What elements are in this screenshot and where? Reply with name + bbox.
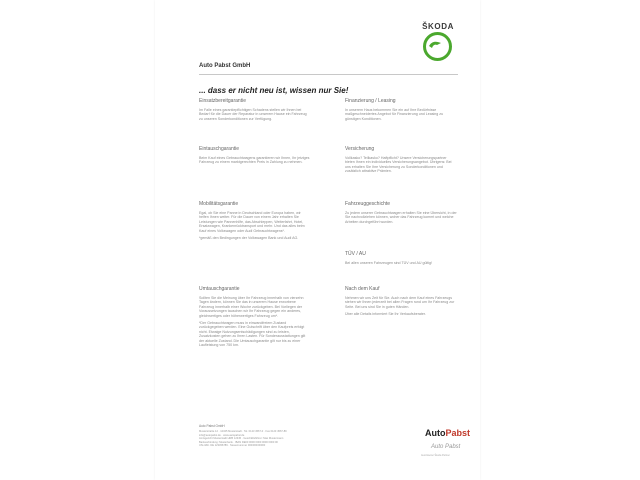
section-title: Finanzierung / Leasing bbox=[345, 98, 396, 104]
section-title: Mobilitätsgarantie bbox=[199, 201, 239, 207]
logo-auto: Auto bbox=[425, 428, 446, 438]
section-text: Im Falle eines garantiepflichtigen Schadens stellen wir Ihnen bei Bedarf für die Dauer der Reparatur in unserem Hause ein Fahrzeug zu unseren Sonderkonditionen zur Verfügung. bbox=[199, 108, 307, 121]
footer-title: Auto Pabst GmbH bbox=[199, 424, 225, 428]
section-text: Über alle Details informiert Sie Ihr Verkaufsberater. bbox=[345, 312, 426, 317]
section-umtauschgarantie bbox=[199, 286, 311, 350]
section-title: TÜV / AU bbox=[345, 251, 366, 257]
footer-line: info@autopabst.de · www.autopabst.de bbox=[199, 433, 245, 437]
section-footnote: *gemäß den Bedingungen der Volkswagen Bank und Audi AG. bbox=[199, 236, 299, 241]
section-text: Bei allen unseren Fahrzeugen sind TÜV und AU gültig! bbox=[345, 261, 433, 265]
section-versicherung bbox=[345, 146, 457, 177]
footer-contact bbox=[199, 424, 379, 448]
section-title: Einsatzbereitgarantie bbox=[199, 98, 246, 104]
footer-caption: Autorisierter Škoda Partner bbox=[421, 454, 450, 457]
section-title: Nach dem Kauf bbox=[345, 286, 380, 292]
autopabst-logo bbox=[425, 428, 470, 438]
company-name: Auto Pabst GmbH bbox=[199, 63, 251, 69]
section-mobilitaetsgarantie bbox=[199, 201, 311, 243]
footer-line: Musterstraße 12 · 12345 Musterstadt · Tel. 0123 4567-0 · Fax 0123 4567-89 bbox=[199, 430, 287, 433]
footer-line: Bankverbindung: Musterbank · IBAN DE00 0000 0000 0000 0000 00 bbox=[199, 440, 278, 444]
section-finanzierung bbox=[345, 98, 457, 124]
header-divider bbox=[199, 74, 458, 75]
section-text: Vollkasko? Teilkasko? Haftpflicht? Unsere Versicherungspartner bieten Ihnen ein individuelles Versicherungsangebot. Übrigens: Bei uns erhalten Sie Ihre Versicherung zu Sonderkonditionen und zusätzlich attraktive Prämien. bbox=[345, 156, 452, 174]
section-title: Versicherung bbox=[345, 146, 375, 152]
skoda-logo-icon bbox=[423, 32, 452, 61]
section-text: In unserem Haus bekommen Sie ein auf Ihre Bedürfnisse maßgeschneidertes Angebot für Finanzierung und Leasing zu günstigen Konditionen. bbox=[345, 108, 444, 121]
footer-line: Amtsgericht Musterstadt HRB 12345 · Geschäftsführer: Max Mustermann bbox=[199, 437, 284, 441]
section-title: Eintauschgarantie bbox=[199, 146, 240, 152]
section-fahrzeuggeschichte bbox=[345, 201, 457, 227]
logo-pabst: Pabst bbox=[445, 428, 471, 438]
section-text: Zu jedem unserer Gebrauchtwagen erhalten Sie eine Übersicht, in der Sie nachvollziehen können, woher das Fahrzeug kommt und welche Arbeiten durchgeführt wurden. bbox=[345, 211, 457, 224]
section-text: Nehmen wir uns Zeit für Sie. Auch nach dem Kauf eines Fahrzeugs stehen wir Ihnen jederzeit bei allen Fragen rund um Ihr Fahrzeug zur Seite. Bei uns sind Sie in guten Händen. bbox=[345, 296, 455, 309]
section-text: Sollten Sie die Meinung über Ihr Fahrzeug innerhalb von vierzehn Tagen ändern, können Sie das in unserem Hause erworbene Fahrzeug innerhalb einer Woche zurückgeben. Bei Vorliegen der Voraussetzungen tauschen wir Ihr Fahrzeug gegen ein anderes, gleichwertiges oder höherwertiges Fahrzeug um*. bbox=[199, 296, 304, 318]
section-nach-dem-kauf bbox=[345, 286, 457, 320]
section-eintauschgarantie bbox=[199, 146, 311, 168]
skoda-brand-text: ŠKODA bbox=[422, 22, 454, 31]
footer-line: USt-IdNr. DE 123456789 · Steuernummer 000/000/00000 bbox=[199, 444, 266, 448]
signature: Auto Pabst bbox=[431, 444, 461, 450]
document-page bbox=[155, 0, 480, 480]
section-text: Beim Kauf eines Gebrauchtwagens garantieren wir Ihnen, Ihr jetziges Fahrzeug zu einem marktgerechten Preis in Zahlung zu nehmen. bbox=[199, 156, 310, 165]
section-title: Umtauschgarantie bbox=[199, 286, 240, 292]
headline: ... dass er nicht neu ist, wissen nur Sie! bbox=[199, 86, 349, 95]
section-text: Egal, ob Sie eine Panne in Deutschland oder Europa haben, wir helfen Ihnen weiter. Für die Dauer von einem Jahr erhalten Sie Leistungen wie Pannenhilfe, das Abschleppen, Weiterfahrt, Hotel, Ersatzwagen, Krankenrücktransport und mehr. Und das alles beim Kauf eines Volkswagen oder Audi Gebrauchtwagens*. bbox=[199, 211, 305, 233]
section-footnote: *Der Gebrauchtwagen muss in einwandfreiem Zustand zurückgegeben werden. Eine Gutschrift über den Kaufpreis erfolgt nicht. Etwaige Nutzungsentschädigungen sind zu leisten, Zusatzkosten gehen zu Ihren Lasten. Für Sonderausstattungen gilt der aktuelle Zustand. Die Umtauschgarantie gilt nur bis zu einer Laufleistung von 750 km. bbox=[199, 321, 306, 348]
section-title: Fahrzeuggeschichte bbox=[345, 201, 391, 207]
section-tuev-au bbox=[345, 251, 457, 268]
section-einsatzbereitgarantie bbox=[199, 98, 311, 124]
